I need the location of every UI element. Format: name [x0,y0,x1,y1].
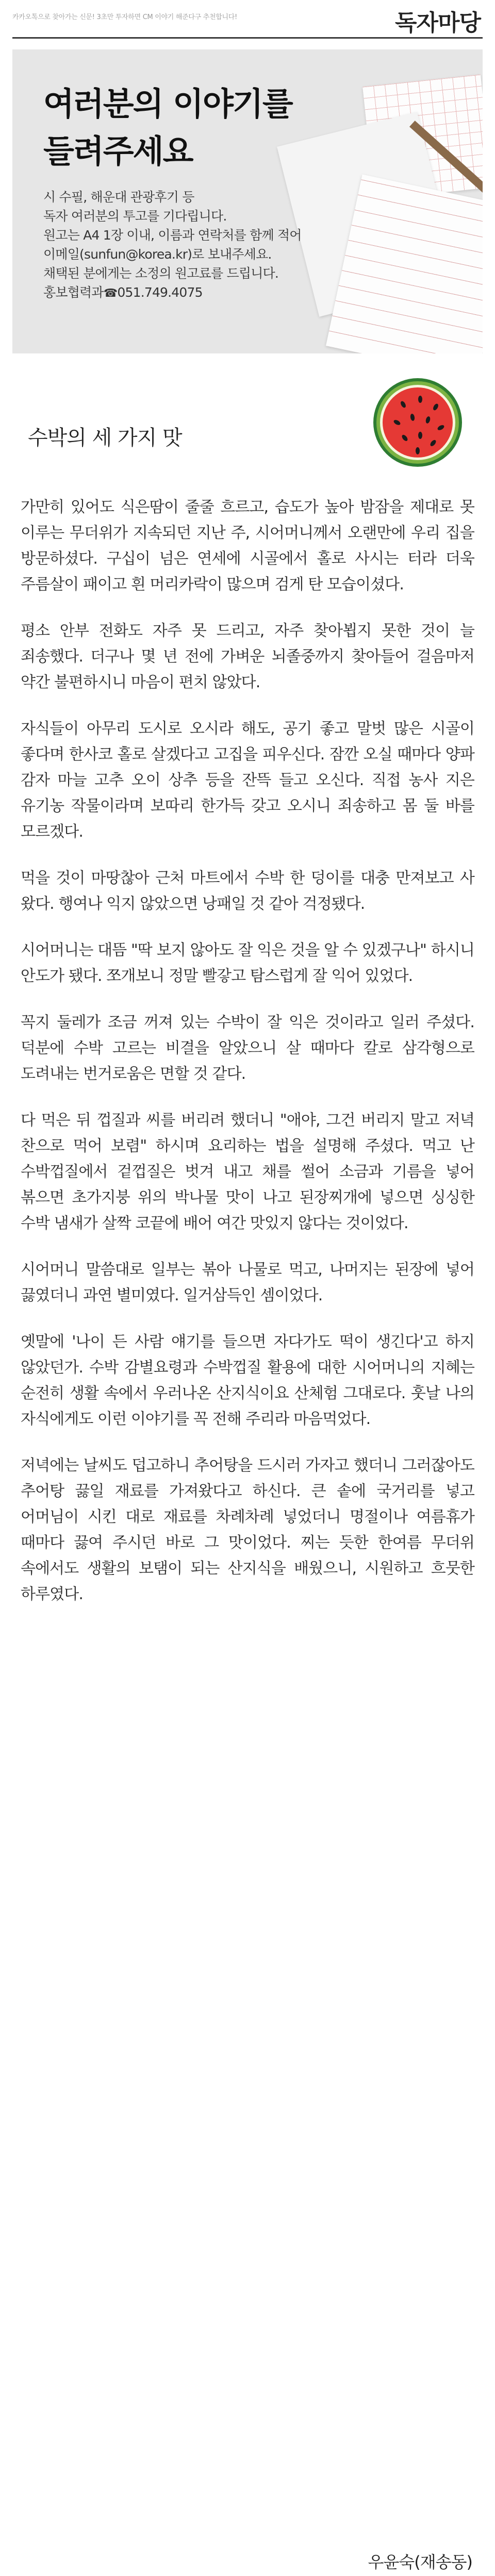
banner-info-line: 채택된 분에게는 소정의 원고료를 드립니다. [43,266,279,281]
article-byline: 우윤숙(재송동) [368,2552,472,2572]
article-paragraph: 가만히 있어도 식은땀이 줄줄 흐르고, 습도가 높아 밤잠을 제대로 못 이루는 무더위가 지속되던 지난 주, 시어머니께서 오랜만에 우리 집을 방문하셨다. 구십이 넘은 연세에 시골에서 홀로 사시는 터라 더욱 주름살이 패이고 흰 머리카락이 많으며 검게 탄 모습이셨다. [21,498,474,594]
banner-info-line: 이메일(sunfun@korea.kr)로 보내주세요. [43,247,272,262]
phone-number[interactable]: 051.749.4075 [117,285,203,300]
article-paragraph: 먹을 것이 마땅찮아 근처 마트에서 수박 한 덩이를 대충 만져보고 사 왔다. 행여나 익지 않았으면 낭패일 것 같아 걱정됐다. [21,869,474,913]
phone-icon: ☎ [103,287,118,300]
article-body [21,495,474,1628]
banner-info [43,188,311,303]
article-paragraph: 시어머니 말씀대로 일부는 볶아 나물로 먹고, 나머지는 된장에 넣어 끓였더니 과연 별미였다. 일거삼득인 셈이었다. [21,1261,474,1304]
banner-info-line: 시 수필, 해운대 관광후기 등 [43,190,194,205]
section-title: 독자마당 [394,10,481,36]
article-paragraph: 평소 안부 전화도 자주 못 드리고, 자주 찾아뵙지 못한 것이 늘 죄송했다. 더구나 몇 년 전에 가벼운 뇌졸중까지 찾아들어 걸음마저 약간 불편하시니 마음이 편치 않았다. [21,622,474,691]
phone-label: 홍보협력과 [43,285,104,300]
header-slogan: 카카오톡으로 찾아가는 신문! 3초만 투자하면 CM 이야기 해준다구 추천합니다! [12,13,237,21]
article-paragraph: 저녁에는 날씨도 덥고하니 추어탕을 드시러 가자고 했더니 그러잖아도 추어탕 끓일 재료를 가져왔다고 하신다. 큰 솥에 국거리를 넣고 어머님이 시킨 대로 재료를 차례차례 넣었더니 명절이나 여름휴가 때마다 끓여 주시던 바로 그 맛이었다. 찌는 듯한 한여름 무더위 속에서도 생활의 보탬이 되는 산지식을 배웠으니, 시원하고 흐뭇한 하루였다. [21,1456,474,1603]
article-paragraph: 자식들이 아무리 도시로 오시라 해도, 공기 좋고 말벗 많은 시골이 좋다며 한사코 홀로 살겠다고 고집을 피우신다. 잠깐 오실 때마다 양파 감자 마늘 고추 오이 상추 등을 잔뜩 들고 오신다. 직접 농사 지은 유기농 작물이라며 보따리 한가득 갖고 오시니 죄송하고 몸 둘 바를 모르겠다. [21,720,474,841]
header-divider [12,37,483,39]
article-paragraph: 꼭지 둘레가 조금 꺼져 있는 수박이 잘 익은 것이라고 일러 주셨다. 덕분에 수박 고르는 비결을 알았으니 살 때마다 칼로 삼각형으로 도려내는 번거로움은 면할 것 같다. [21,1013,474,1083]
article-paragraph: 다 먹은 뒤 껍질과 씨를 버리려 했더니 "애야, 그건 버리지 말고 저녁 찬으로 먹어 보렴" 하시며 요리하는 법을 설명해 주셨다. 먹고 난 수박껍질에서 겉껍질은 벗겨 내고 채를 썰어 소금과 기름을 넣어 볶으면 초가지붕 위의 박나물 맛이 나고 된장찌개에 넣으면 싱싱한 수박 냄새가 살짝 코끝에 배어 여간 맛있지 않다는 것이었다. [21,1111,474,1232]
article-paragraph: 옛말에 '나이 든 사람 얘기를 들으면 자다가도 떡이 생긴다'고 하지 않았던가. 수박 감별요령과 수박껍질 활용에 대한 시어머니의 지혜는 순전히 생활 속에서 우러나온 산지식이요 산체험 그대로다. 훗날 나의 자식에게도 이런 이야기를 꼭 전해 주리라 마음먹었다. [21,1333,474,1428]
banner-info-line: 독자 여러분의 투고를 기다립니다. [43,209,227,224]
banner-heading [43,80,292,175]
watermelon-icon [371,376,464,469]
article-title: 수박의 세 가지 맛 [28,426,182,450]
article-paragraph: 시어머니는 대뜸 "딱 보지 않아도 잘 익은 것을 알 수 있겠구나" 하시니 안도가 됐다. 쪼개보니 정말 빨갛고 탐스럽게 잘 익어 있었다. [21,941,474,985]
banner-heading-line2: 들려주세요 [43,132,193,170]
top-bar [0,0,495,41]
banner-heading-line1: 여러분의 이야기를 [43,85,292,123]
submission-banner [12,49,483,353]
banner-contact [43,283,311,303]
banner-info-line: 원고는 A4 1장 이내, 이름과 연락처를 함께 적어 [43,228,302,243]
